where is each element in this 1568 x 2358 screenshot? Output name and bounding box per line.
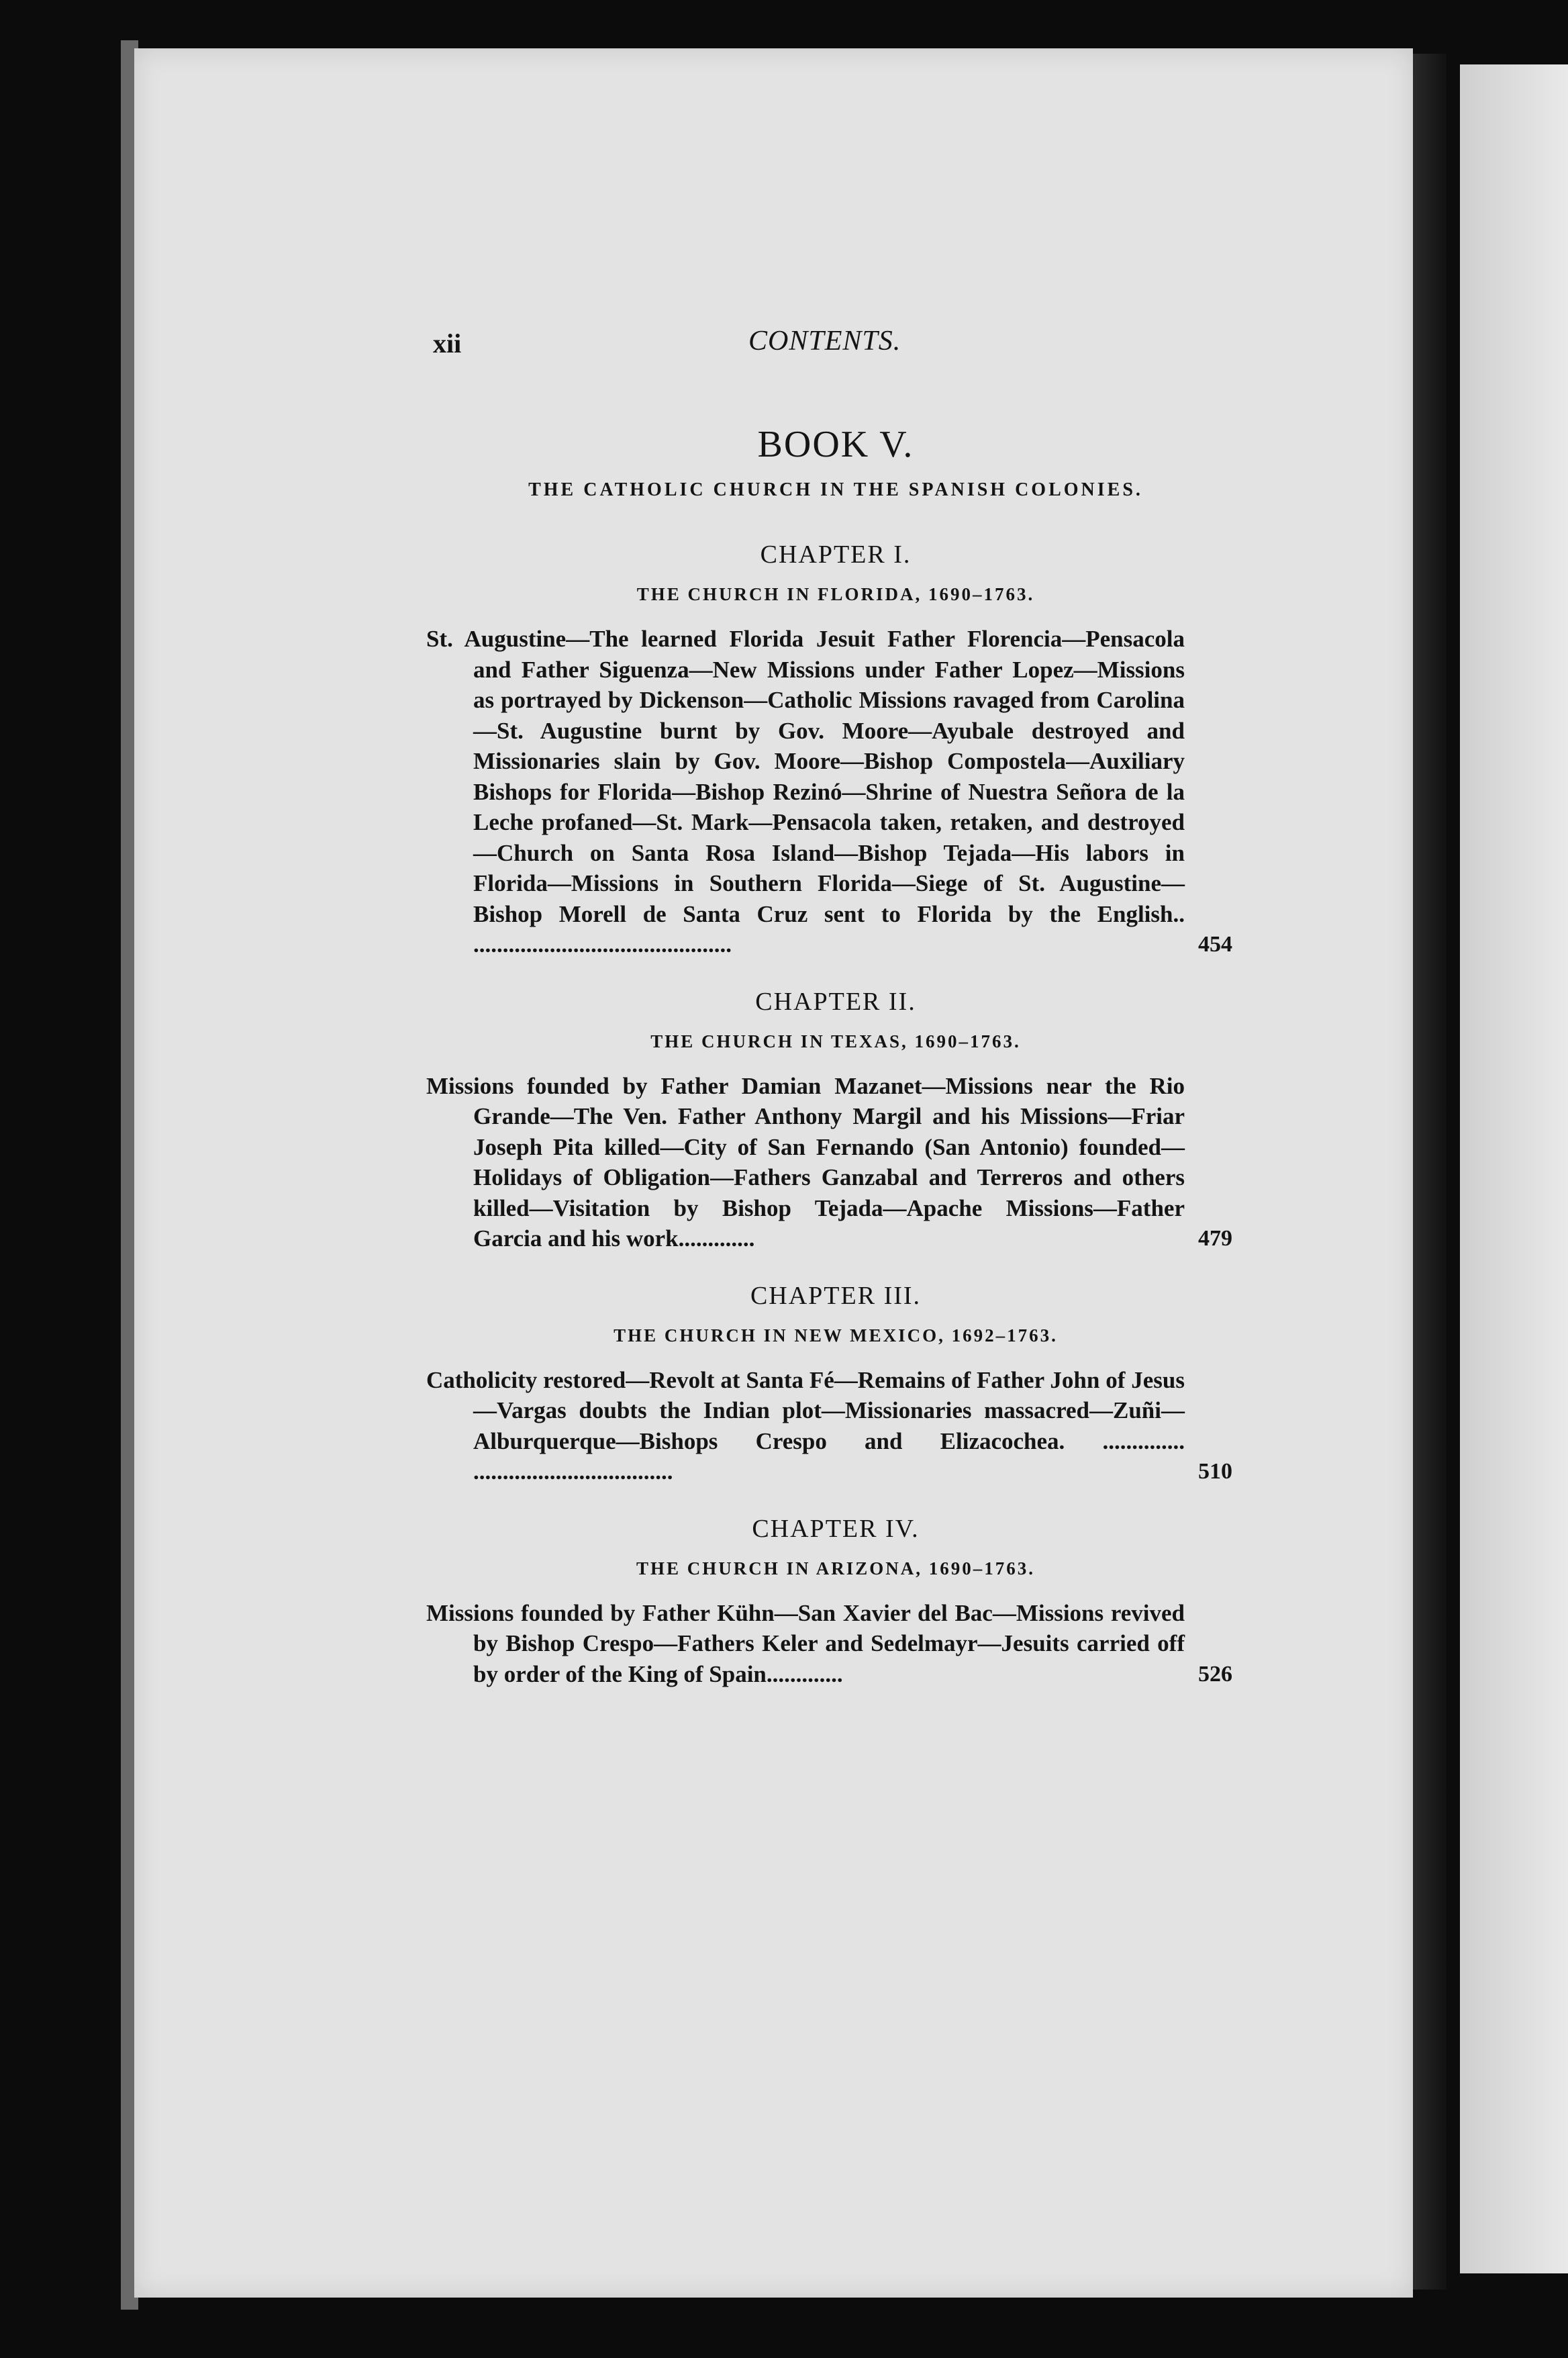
chapter-summary-block: Missions founded by Father Kühn—San Xavier del Bac—Missions revived by Bishop Crespo—Fathers Keler and Sedelmayr—Jesuits carried off by order of the King of Spain............. 526 [426,1599,1232,1687]
chapter-entry-3 [426,1281,1245,1487]
chapter-entry-2 [426,987,1245,1254]
chapter-title: CHAPTER II. [755,987,916,1016]
chapter-entry-4 [426,1514,1245,1690]
chapter-summary: Missions founded by Father Kühn—San Xavier del Bac—Missions revived by Bishop Crespo—Fathers Keler and Sedelmayr—Jesuits carried off by order of the King of Spain............. [426,1599,1185,1687]
chapter-summary-block: St. Augustine—The learned Florida Jesuit Father Florencia—Pensacola and Father Siguenza—New Missions under Father Lopez—Missions as portrayed by Dickenson—Catholic Missions ravaged from Carolina—St. Augustine burnt by Gov. Moore—Ayubale destroyed and Missionaries slain by Gov. Moore—Bishop Compostela—Auxiliary Bishops for Florida—Bishop Rezinó—Shrine of Nuestra Señora de la Leche profaned—St. Mark—Pensacola taken, retaken, and destroyed—Church on Santa Rosa Island—Bishop Tejada—His labors in Florida—Missions in Southern Florida—Siege of St. Augustine—Bishop Morell de Santa Cruz sent to Florida by the English.. ............................................ 454 [426,626,1232,957]
facing-page-edge [1460,64,1568,2273]
chapter-summary: St. Augustine—The learned Florida Jesuit Father Florencia—Pensacola and Father Siguenza—New Missions under Father Lopez—Missions as portrayed by Dickenson—Catholic Missions ravaged from Carolina—St. Augustine burnt by Gov. Moore—Ayubale destroyed and Missionaries slain by Gov. Moore—Bishop Compostela—Auxiliary Bishops for Florida—Bishop Rezinó—Shrine of Nuestra Señora de la Leche profaned—St. Mark—Pensacola taken, retaken, and destroyed—Church on Santa Rosa Island—Bishop Tejada—His labors in Florida—Missions in Southern Florida—Siege of St. Augustine—Bishop Morell de Santa Cruz sent to Florida by the English.. ............................................ [426,626,1185,957]
contents-text-block [426,316,1245,1689]
chapter-subtitle: THE CHURCH IN ARIZONA, 1690–1763. [636,1558,1036,1578]
running-title: CONTENTS. [748,326,901,357]
running-head [426,316,1245,369]
chapter-title: CHAPTER I. [760,540,912,569]
chapter-subtitle: THE CHURCH IN TEXAS, 1690–1763. [650,1031,1021,1051]
chapter-summary: Missions founded by Father Damian Mazanet—Missions near the Rio Grande—The Ven. Father Anthony Margil and his Missions—Friar Joseph Pita killed—City of San Fernando (San Antonio) founded—Holidays of Obligation—Fathers Ganzabal and Terreros and others killed—Visitation by Bishop Tejada—Apache Missions—Father Garcia and his work............. [426,1072,1185,1252]
chapter-summary-block: Catholicity restored—Revolt at Santa Fé—Remains of Father John of Jesus—Vargas doubts the Indian plot—Missionaries massacred—Zuñi—Alburquerque—Bishops Crespo and Elizacochea. .............. .................................. 510 [426,1366,1232,1484]
book-subtitle: THE CATHOLIC CHURCH IN THE SPANISH COLONIES. [528,479,1143,500]
chapter-subtitle: THE CHURCH IN NEW MEXICO, 1692–1763. [614,1325,1058,1346]
chapter-title: CHAPTER IV. [752,1514,920,1543]
book-title: BOOK V. [757,424,914,465]
chapter-entry-1 [426,540,1245,960]
chapter-subtitle: THE CHURCH IN FLORIDA, 1690–1763. [636,584,1035,604]
chapter-summary: Catholicity restored—Revolt at Santa Fé—Remains of Father John of Jesus—Vargas doubts the Indian plot—Missionaries massacred—Zuñi—Alburquerque—Bishops Crespo and Elizacochea. .............. .................................. [426,1366,1185,1484]
chapter-summary-block: Missions founded by Father Damian Mazanet—Missions near the Rio Grande—The Ven. Father Anthony Margil and his Missions—Friar Joseph Pita killed—City of San Fernando (San Antonio) founded—Holidays of Obligation—Fathers Ganzabal and Terreros and others killed—Visitation by Bishop Tejada—Apache Missions—Father Garcia and his work............. 479 [426,1072,1232,1252]
chapter-title: CHAPTER III. [750,1281,922,1310]
gutter-shadow [1413,54,1447,2290]
page-number: xii [433,328,462,359]
